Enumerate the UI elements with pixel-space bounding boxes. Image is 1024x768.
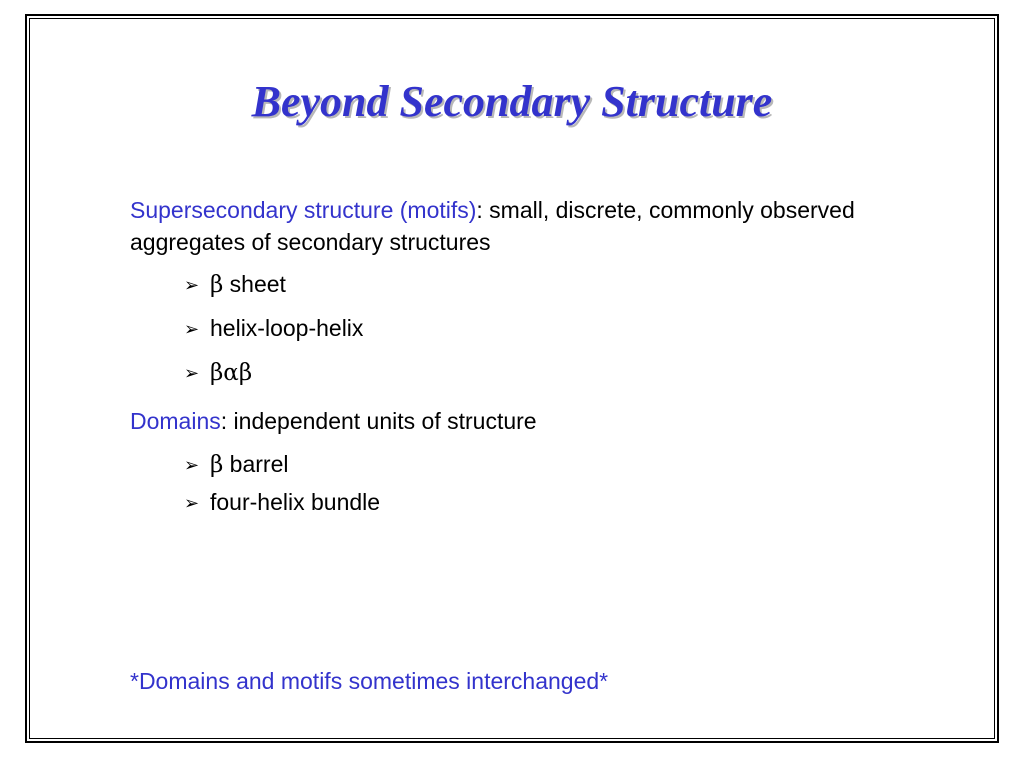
bullet-text: helix-loop-helix xyxy=(210,315,364,341)
bullet-item-four-helix-bundle xyxy=(184,488,380,518)
bullet-item-beta-alpha-beta xyxy=(184,358,252,388)
domains-definition: : independent units of structure xyxy=(220,408,537,434)
arrow-bullet-icon: ➢ xyxy=(184,455,200,476)
bullet-item-beta-sheet xyxy=(184,270,286,300)
supersecondary-paragraph xyxy=(130,194,930,258)
bullet-greek: β xyxy=(210,452,224,478)
bullet-item-beta-barrel xyxy=(184,450,289,480)
arrow-bullet-icon: ➢ xyxy=(184,319,200,340)
bullet-text: barrel xyxy=(223,451,289,477)
domains-term: Domains xyxy=(130,408,221,434)
arrow-bullet-icon: ➢ xyxy=(184,275,200,296)
domains-paragraph xyxy=(130,405,930,437)
supersecondary-definition: : small, discrete, commonly observed aggregates of secondary structures xyxy=(130,197,855,255)
arrow-bullet-icon: ➢ xyxy=(184,363,200,384)
bullet-greek: βαβ xyxy=(210,360,253,386)
bullet-text: four-helix bundle xyxy=(210,489,381,515)
bullet-greek: β xyxy=(210,272,224,298)
footnote: *Domains and motifs sometimes interchanged* xyxy=(130,668,609,694)
slide-title: Beyond Secondary Structure xyxy=(251,77,773,126)
supersecondary-term: Supersecondary structure (motifs) xyxy=(130,197,477,223)
arrow-bullet-icon: ➢ xyxy=(184,493,200,514)
bullet-item-helix-loop-helix xyxy=(184,314,363,344)
bullet-text: sheet xyxy=(223,271,286,297)
